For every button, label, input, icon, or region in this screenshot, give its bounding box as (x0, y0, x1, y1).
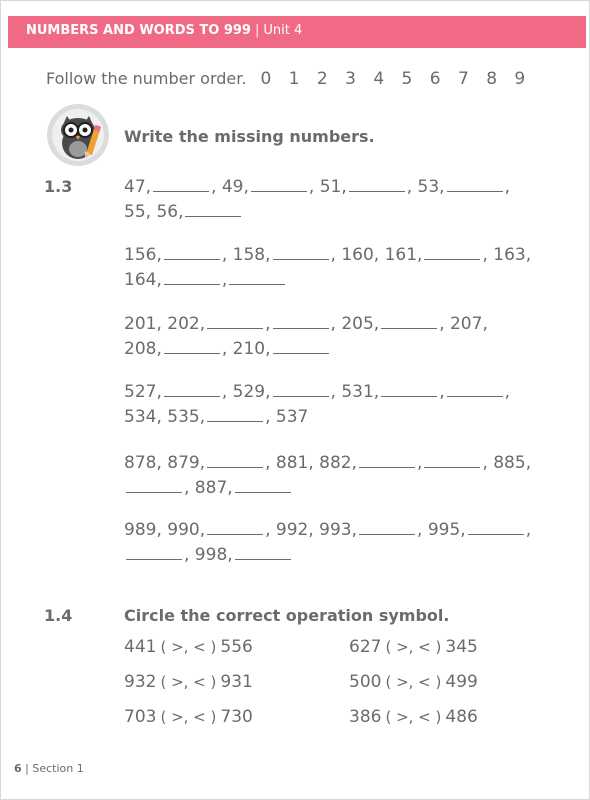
sequence-text: , (525, 520, 532, 540)
sequence-row-4-line-1 (124, 382, 510, 402)
operator-choice[interactable]: ( >, < ) (160, 708, 217, 726)
comparison-left: 932 (124, 672, 157, 692)
sequence-text: , 998, (184, 545, 233, 565)
digit-sequence: 0 1 2 3 4 5 6 7 8 9 (260, 69, 532, 89)
answer-blank[interactable] (185, 202, 241, 217)
answer-blank[interactable] (273, 382, 329, 397)
sequence-text: , 158, (221, 245, 271, 265)
answer-blank[interactable] (273, 245, 329, 260)
sequence-text: , 887, (184, 478, 233, 498)
sequence-text: , 995, (417, 520, 466, 540)
sequence-text: 164, (124, 270, 162, 290)
sequence-text: 527, (124, 382, 162, 402)
answer-blank[interactable] (235, 545, 291, 560)
sequence-text: , 881, 882, (265, 453, 358, 473)
answer-blank[interactable] (164, 270, 220, 285)
answer-blank[interactable] (153, 177, 209, 192)
comparison-left: 627 (349, 637, 382, 657)
instruction-circle-symbol: Circle the correct operation symbol. (124, 606, 450, 625)
header-bar (8, 16, 586, 48)
sequence-row-6-line-1 (124, 520, 531, 540)
answer-blank[interactable] (126, 545, 182, 560)
header-text (26, 23, 302, 38)
answer-blank[interactable] (424, 245, 480, 260)
sequence-row-6-line-2 (124, 545, 293, 565)
owl-pencil-icon (46, 103, 110, 167)
answer-blank[interactable] (273, 339, 329, 354)
comparison-left: 441 (124, 637, 157, 657)
follow-label: Follow the number order. (46, 69, 247, 88)
footer-section: Section 1 (32, 762, 84, 775)
footer-separator: | (25, 762, 29, 775)
sequence-text: 55, 56, (124, 202, 184, 222)
comparison-item[interactable] (124, 707, 253, 727)
comparison-item[interactable] (124, 637, 253, 657)
sequence-text: , 160, 161, (330, 245, 423, 265)
operator-choice[interactable]: ( >, < ) (160, 673, 217, 691)
sequence-text: , (504, 382, 511, 402)
header-title: NUMBERS AND WORDS TO 999 (26, 23, 251, 38)
answer-blank[interactable] (424, 453, 480, 468)
comparison-right: 345 (445, 637, 478, 657)
sequence-text: , 207, (439, 314, 488, 334)
comparison-item[interactable] (124, 672, 253, 692)
operator-choice[interactable]: ( >, < ) (385, 708, 442, 726)
answer-blank[interactable] (359, 453, 415, 468)
comparison-right: 486 (445, 707, 478, 727)
sequence-row-3-line-1 (124, 314, 488, 334)
sequence-text: , 49, (211, 177, 249, 197)
exercise-number-1-4: 1.4 (44, 606, 73, 625)
answer-blank[interactable] (207, 314, 263, 329)
answer-blank[interactable] (349, 177, 405, 192)
sequence-text: 201, 202, (124, 314, 206, 334)
answer-blank[interactable] (381, 314, 437, 329)
sequence-text: 989, 990, (124, 520, 206, 540)
comparison-item[interactable] (349, 637, 478, 657)
sequence-text: , 537 (265, 407, 309, 427)
sequence-text: , 51, (308, 177, 347, 197)
sequence-text: , 53, (406, 177, 445, 197)
sequence-row-1-line-2 (124, 202, 243, 222)
comparison-left: 386 (349, 707, 382, 727)
answer-blank[interactable] (207, 407, 263, 422)
sequence-text: , 885, (482, 453, 532, 473)
sequence-text: , 163, (482, 245, 532, 265)
answer-blank[interactable] (447, 382, 503, 397)
answer-blank[interactable] (381, 382, 437, 397)
header-unit: Unit 4 (263, 23, 303, 38)
comparison-left: 500 (349, 672, 382, 692)
comparison-right: 931 (220, 672, 253, 692)
header-separator: | (254, 23, 260, 38)
answer-blank[interactable] (359, 520, 415, 535)
sequence-text: , (221, 270, 228, 290)
sequence-text: , 529, (221, 382, 271, 402)
operator-choice[interactable]: ( >, < ) (385, 638, 442, 656)
sequence-row-5-line-2 (124, 478, 293, 498)
operator-choice[interactable]: ( >, < ) (385, 673, 442, 691)
answer-blank[interactable] (207, 520, 263, 535)
sequence-text: , 992, 993, (265, 520, 358, 540)
sequence-text: , 531, (330, 382, 380, 402)
answer-blank[interactable] (126, 478, 182, 493)
page-footer (14, 762, 84, 775)
comparison-right: 499 (445, 672, 478, 692)
comparison-right: 556 (220, 637, 253, 657)
sequence-text: 47, (124, 177, 152, 197)
answer-blank[interactable] (468, 520, 524, 535)
sequence-text: , 210, (221, 339, 271, 359)
sequence-text: , (504, 177, 510, 197)
operator-choice[interactable]: ( >, < ) (160, 638, 217, 656)
sequence-row-5-line-1 (124, 453, 531, 473)
page-number: 6 (14, 762, 22, 775)
comparison-left: 703 (124, 707, 157, 727)
comparison-item[interactable] (349, 672, 478, 692)
sequence-text: , (265, 314, 271, 334)
sequence-text: 156, (124, 245, 162, 265)
answer-blank[interactable] (207, 453, 263, 468)
sequence-text: , (439, 382, 445, 402)
instruction-write-missing: Write the missing numbers. (124, 127, 375, 146)
sequence-text: , 205, (330, 314, 380, 334)
answer-blank[interactable] (164, 339, 220, 354)
answer-blank[interactable] (164, 382, 220, 397)
sequence-text: , (417, 453, 423, 473)
sequence-row-4-line-2 (124, 407, 308, 427)
exercise-number-1-3: 1.3 (44, 177, 73, 196)
sequence-row-3-line-2 (124, 339, 331, 359)
answer-blank[interactable] (447, 177, 503, 192)
sequence-row-2-line-1 (124, 245, 531, 265)
sequence-row-1-line-1 (124, 177, 510, 197)
sequence-text: 878, 879, (124, 453, 206, 473)
comparison-item[interactable] (349, 707, 478, 727)
answer-blank[interactable] (251, 177, 307, 192)
follow-number-order (46, 69, 531, 89)
comparison-right: 730 (220, 707, 253, 727)
answer-blank[interactable] (273, 314, 329, 329)
answer-blank[interactable] (235, 478, 291, 493)
answer-blank[interactable] (229, 270, 285, 285)
answer-blank[interactable] (164, 245, 220, 260)
sequence-row-2-line-2 (124, 270, 287, 290)
sequence-text: 534, 535, (124, 407, 206, 427)
sequence-text: 208, (124, 339, 162, 359)
